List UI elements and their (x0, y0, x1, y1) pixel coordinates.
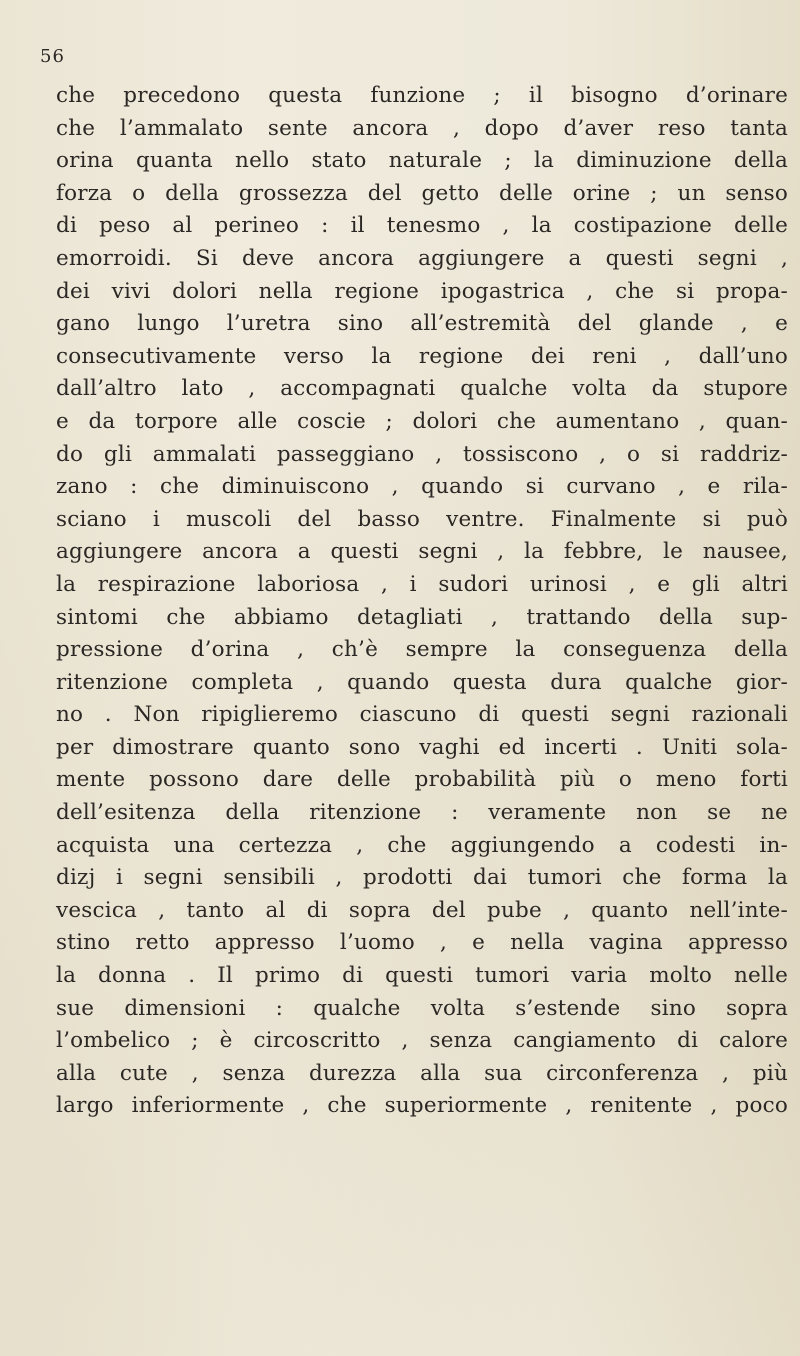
text-line: forza o della grossezza del getto delle orine ; un senso (56, 180, 788, 206)
text-line: sue dimensioni : qualche volta s’estende sino sopra (56, 995, 788, 1021)
text-line: orina quanta nello stato naturale ; la diminuzione della (56, 148, 788, 174)
text-line: di peso al perineo : il tenesmo , la costipazione delle (56, 213, 788, 239)
text-line: dei vivi dolori nella regione ipogastrica , che si propa- (56, 278, 788, 304)
text-line: stino retto appresso l’uomo , e nella vagina appresso (56, 930, 788, 956)
text-line: alla cute , senza durezza alla sua circonferenza , più (56, 1060, 788, 1086)
text-line: pressione d’orina , ch’è sempre la conseguenza della (56, 637, 788, 663)
page-number: 56 (40, 46, 65, 67)
text-line: emorroidi. Si deve ancora aggiungere a questi segni , (56, 245, 788, 271)
text-line: la donna . Il primo di questi tumori varia molto nelle (56, 963, 788, 989)
text-line: e da torpore alle coscie ; dolori che aumentano , quan- (56, 408, 788, 434)
text-line: dizj i segni sensibili , prodotti dai tumori che forma la (56, 865, 788, 891)
body-text (56, 80, 796, 1123)
text-line: l’ombelico ; è circoscritto , senza cangiamento di calore (56, 1028, 788, 1054)
text-line: che l’ammalato sente ancora , dopo d’aver reso tanta (56, 115, 788, 141)
text-line: sciano i muscoli del basso ventre. Finalmente si può (56, 506, 788, 532)
text-line: gano lungo l’uretra sino all’estremità del glande , e (56, 311, 788, 337)
text-line: do gli ammalati passeggiano , tossiscono , o si raddriz- (56, 441, 788, 467)
text-line: dall’altro lato , accompagnati qualche volta da stupore (56, 376, 788, 402)
text-line: sintomi che abbiamo detagliati , trattando della sup- (56, 604, 788, 630)
text-line: per dimostrare quanto sono vaghi ed incerti . Uniti sola- (56, 734, 788, 760)
text-line: largo inferiormente , che superiormente , renitente , poco (56, 1093, 788, 1119)
text-line: ritenzione completa , quando questa dura qualche gior- (56, 669, 788, 695)
text-line: vescica , tanto al di sopra del pube , quanto nell’inte- (56, 897, 788, 923)
text-line: dell’esitenza della ritenzione : veramente non se ne (56, 800, 788, 826)
text-line: che precedono questa funzione ; il bisogno d’orinare (56, 83, 788, 108)
text-line: acquista una certezza , che aggiungendo a codesti in- (56, 832, 788, 858)
text-line: la respirazione laboriosa , i sudori urinosi , e gli altri (56, 571, 788, 597)
text-line: mente possono dare delle probabilità più o meno forti (56, 767, 788, 793)
text-line: consecutivamente verso la regione dei reni , dall’uno (56, 343, 788, 369)
text-line: zano : che diminuiscono , quando si curvano , e rila- (56, 474, 788, 500)
text-line: aggiungere ancora a questi segni , la febbre, le nausee, (56, 539, 788, 565)
text-line: no . Non ripiglieremo ciascuno di questi segni razionali (56, 702, 788, 728)
